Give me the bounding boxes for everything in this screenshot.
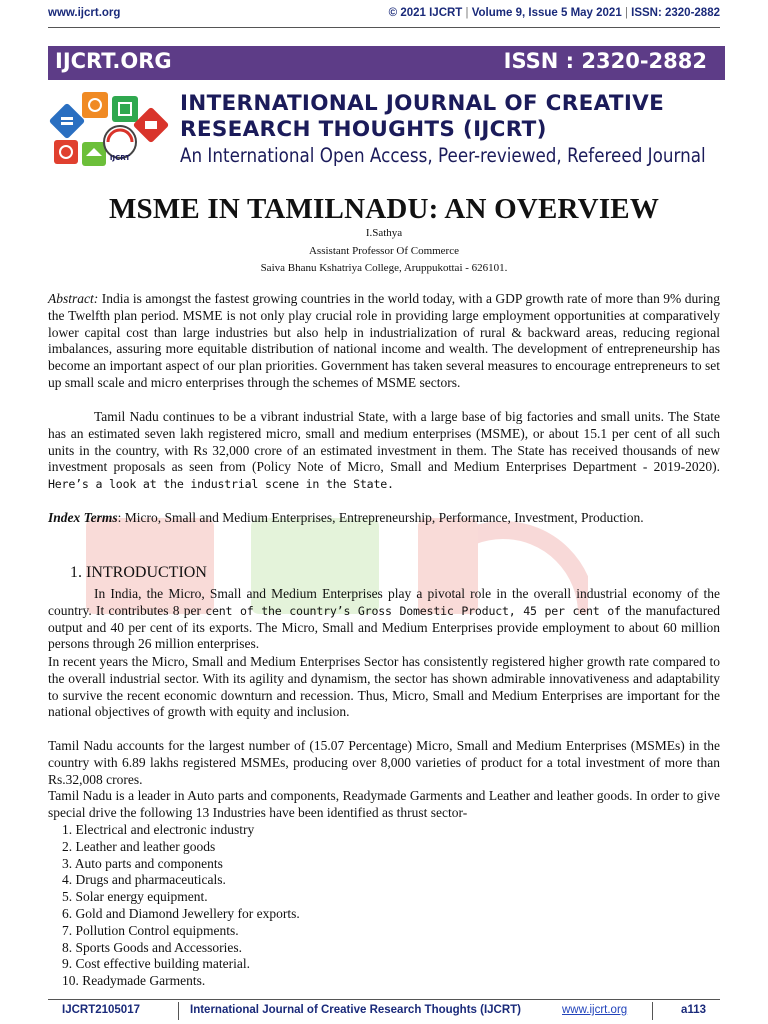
index-terms-text: : Micro, Small and Medium Enterprises, Entrepreneurship, Performance, Investment, Production.	[117, 510, 644, 525]
abstract-paragraph-2	[48, 409, 720, 493]
list-item: 5. Solar energy equipment.	[62, 889, 208, 905]
index-terms	[48, 510, 720, 527]
abstract-text-1: India is amongst the fastest growing countries in the world today, with a GDP growth rate of more than 9% during the Twelfth plan period. MSME is not only play crucial role in providing large employment opportunities at comparatively lower capital cost than large industries but also help in industrialization of rural & backward areas, reducing regional imbalances, assuring more equitable distribution of national income and wealth. The development of entrepreneurship has become an important aspect of our plan priorities. Government has taken several measures to encourage entrepreneurs to set up small scale and micro enterprises through the schemes of MSME sectors.	[48, 291, 720, 390]
thrust-sector-list	[62, 822, 300, 990]
logo-text: IJCRT	[109, 154, 131, 162]
journal-banner	[48, 46, 725, 80]
banner-site: IJCRT.ORG	[55, 49, 172, 73]
site-link[interactable]: www.ijcrt.org	[48, 7, 121, 19]
ijcrt-logo	[48, 90, 172, 172]
header-citation: © 2021 IJCRT | Volume 9, Issue 5 May 2021 | ISSN: 2320-2882	[388, 7, 720, 19]
banner-issn: ISSN : 2320-2882	[503, 49, 707, 73]
volume-issue: Volume 9, Issue 5 May 2021	[471, 7, 622, 19]
list-item: 7. Pollution Control equipments.	[62, 922, 239, 938]
author-name: I.Sathya	[365, 227, 403, 239]
paper-title: MSME IN TAMILNADU: AN OVERVIEW	[108, 193, 660, 225]
footer-divider	[178, 1002, 179, 1020]
list-item: 4. Drugs and pharmaceuticals.	[62, 872, 226, 888]
section-heading-introduction: 1. INTRODUCTION	[70, 564, 207, 581]
paper-code: IJCRT2105017	[62, 1004, 140, 1016]
list-item: 9. Cost effective building material.	[62, 956, 250, 972]
page-number: a113	[681, 1004, 706, 1016]
footer-journal: International Journal of Creative Research Thoughts (IJCRT)	[190, 1004, 521, 1016]
footer-url-link[interactable]: www.ijcrt.org	[562, 1004, 628, 1016]
list-item: 8. Sports Goods and Accessories.	[62, 939, 242, 955]
list-item: 6. Gold and Diamond Jewellery for exports.	[62, 905, 300, 921]
intro-paragraph-3: Tamil Nadu accounts for the largest number of (15.07 Percentage) Micro, Small and Medium Enterprises (MSMEs) in the country with 6.89 lakhs registered MSMEs, producing over 8,000 varieties of product for a total investment of more than Rs.32,008 crores.	[48, 738, 720, 787]
page-footer	[62, 1004, 706, 1020]
intro-text-1b: cent of the country’s Gross Domestic Product, 45 per cent of	[205, 603, 621, 618]
abstract-text-2-tail: Here’s a look at the industrial scene in the State.	[48, 477, 394, 492]
list-item: 3. Auto parts and components	[62, 855, 223, 871]
running-header	[48, 7, 720, 25]
index-terms-label: Index Terms	[48, 510, 118, 525]
journal-name-line2: RESEARCH THOUGHTS (IJCRT)	[180, 117, 547, 142]
footer-divider	[652, 1002, 653, 1020]
copyright: © 2021 IJCRT	[388, 7, 463, 19]
abstract-text-2: Tamil Nadu continues to be a vibrant industrial State, with a large base of big factories and small units. The State has an estimated seven lakh registered micro, small and medium enterprises (MSME), or about 15.1 per cent of all such units in the country, with Rs 32,000 crore of an estimated investment in them. The State has received thousands of new investment proposals as seen from (Policy Note of Micro, Small and Medium Enterprises Department - 2019-2020).	[48, 409, 720, 475]
abstract-paragraph-1	[48, 291, 720, 392]
intro-paragraph-1	[48, 586, 720, 653]
list-item: 2. Leather and leather goods	[62, 838, 216, 854]
author-position: Assistant Professor Of Commerce	[308, 245, 459, 257]
intro-paragraph-4: Tamil Nadu is a leader in Auto parts and components, Readymade Garments and Leather and leather goods. In order to give special drive the following 13 Industries have been identified as thrust sector-	[48, 788, 720, 820]
footer-rule	[48, 999, 720, 1000]
journal-name-line1: INTERNATIONAL JOURNAL OF CREATIVE	[180, 91, 665, 116]
intro-text-1a: In India, the Micro, Small and Medium Enterprises play a pivotal role in the overall industrial economy of the country. It contributes 8 per	[48, 586, 720, 618]
list-item: 10. Readymade Garments.	[62, 973, 206, 989]
intro-paragraph-2: In recent years the Micro, Small and Medium Enterprises Sector has consistently registered higher growth rate compared to the overall industrial sector. With its agility and dynamism, the sector has shown admirable innovativeness and adaptability to survive the recent economic downturn and recession. Thus, Micro, Small and Medium Enterprises are important for the national objectives of growth with equity and inclusion.	[48, 654, 720, 720]
abstract-label: Abstract:	[48, 291, 99, 306]
list-item: 1. Electrical and electronic industry	[62, 822, 255, 837]
header-rule	[48, 27, 720, 28]
author-affiliation: Saiva Bhanu Kshatriya College, Aruppukottai - 626101.	[260, 262, 508, 274]
journal-subtitle: An International Open Access, Peer-reviewed, Refereed Journal	[180, 144, 706, 167]
header-issn: ISSN: 2320-2882	[631, 7, 720, 19]
intro-text-1c: the manufactured output and 40 per cent of its exports. The Micro, Small and Medium Enterprises provide employment to about 60 million persons through 26 million enterprises.	[48, 602, 720, 652]
